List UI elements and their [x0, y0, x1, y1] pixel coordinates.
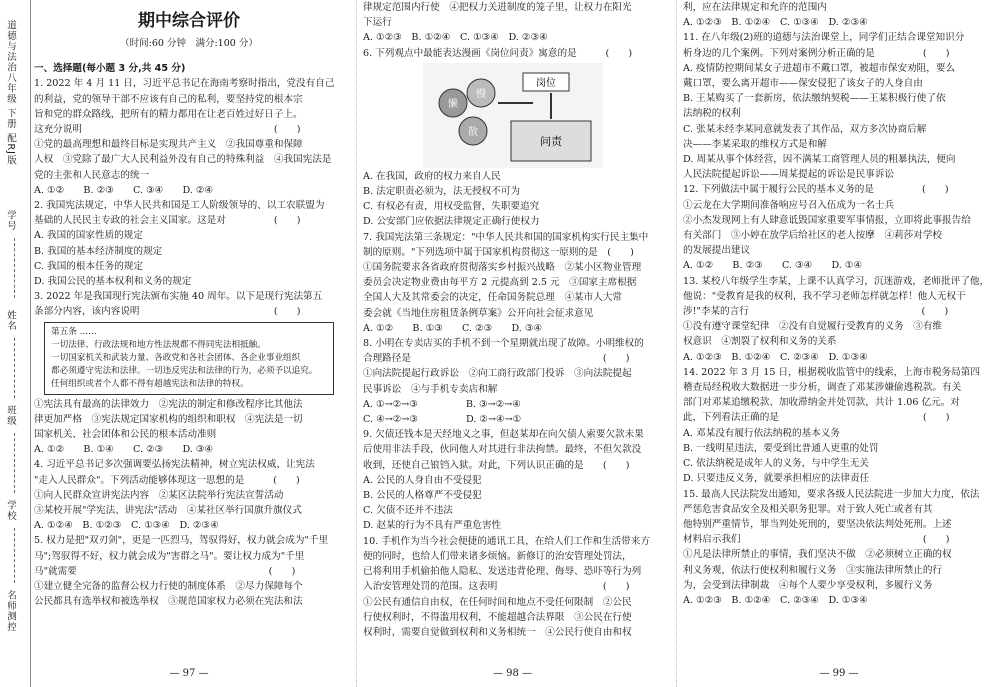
- text-line: 的发展提出建议: [683, 245, 751, 257]
- spine-divider: [14, 238, 15, 298]
- text-line: 律更加严格 ③宪法规定国家机构的组织和职权 ④宪法是一切: [34, 413, 303, 425]
- text-line: 利，应在法律规定和允许的范围内: [683, 2, 827, 13]
- answer-options: A. ①②④ B. ①②③ C. ①③④ D. ②③④: [34, 520, 219, 532]
- text-line: ①云龙在大学期间准备响应号召入伍成为一名士兵: [683, 199, 895, 211]
- text-line: 11. 在八年级(2)班的道德与法治课堂上，同学们正结合课堂知识分: [683, 32, 965, 44]
- text-line: 戴口罩，要么离开超市——保安侵犯了该女子的人身自由: [683, 78, 923, 90]
- text-line: D. 周某从事个体经营，因不满某工商管理人员的粗暴执法，便向: [683, 154, 956, 166]
- text-line: 15. 最高人民法院发出通知，要求各级人民法院进一步加大力度，依法: [683, 488, 980, 500]
- text-line: 5. 权力是把"双刃剑"，更是一匹烈马，驾驭得好，权力就会成为"千里: [34, 535, 329, 547]
- text-line: ①没有遵守课堂纪律 ②没有自觉履行受教育的义务 ③有维: [683, 321, 943, 333]
- text-line: 4. 习近平总书记多次强调要弘扬宪法精神，树立宪法权威，让宪法: [34, 459, 315, 471]
- text-line: 马"就需要 ( ): [34, 565, 296, 577]
- text-line: 的利益，党的领导干部不应该有自己的私利，要坚持党的根本宗: [34, 93, 303, 105]
- text-line: A. 邓某没有履行依法纳税的基本义务: [683, 427, 840, 439]
- exam-subtitle: （时间:60 分钟 满分:100 分）: [120, 38, 258, 49]
- excerpt-line: 第五条 ……: [51, 326, 97, 337]
- page-number: — 97 —: [169, 667, 209, 679]
- text-line: 人权 ③党除了最广大人民利益外没有自己的特殊利益 ④我国宪法是: [34, 154, 332, 166]
- text-line: 析身边的几个案例。下列对案例分析正确的是 ( ): [683, 47, 950, 59]
- binding-spine: [0, 0, 31, 687]
- text-line: 7. 我国宪法第三条规定："中华人民共和国的国家机构实行民主集中: [363, 231, 649, 243]
- text-line: 制的原则。"下列选项中属于国家机构贯彻这一原则的是 ( ): [363, 246, 634, 258]
- text-line: 下运行: [363, 17, 392, 29]
- text-line: 已将利用手机偷拍他人隐私、发送违背伦理、侮辱、恐吓等行为列: [363, 566, 642, 578]
- text-line: ②小杰发现网上有人肆意诋毁国家重要军事情报，立即将此事报告给: [683, 214, 971, 226]
- answer-options: A. ①② B. ②③ C. ③④ D. ①④: [683, 260, 863, 272]
- text-line: 律规定范围内行使 ④把权力关进制度的笼子里，让权力在阳光: [363, 2, 632, 13]
- text-line: 后使用非法手段，伙同他人对其进行非法拘禁。最终，不但欠款没: [363, 444, 642, 456]
- text-line: D. 我国公民的基本权利和义务的规定: [34, 276, 192, 288]
- text-line: 权利时，需要自觉做到权利和义务相统一 ④公民行使自由和权: [363, 626, 632, 638]
- spine-field-name: 姓名: [5, 310, 16, 331]
- page-98: [356, 0, 668, 687]
- text-line: 12. 下列做法中属于履行公民的基本义务的是 ( ): [683, 184, 949, 196]
- text-line: 材料启示我们 ( ): [683, 534, 950, 546]
- answer-options: C. ④→②→③ D. ②→④→①: [363, 414, 522, 426]
- text-line: 利义务观，依法行使权利和履行义务 ③实施法律所禁止的行: [683, 564, 943, 576]
- text-line: 决——李某采取的维权方式是和解: [683, 138, 827, 150]
- spine-field-brand: 名师测控: [5, 590, 16, 632]
- excerpt-line: 都必须遵守宪法和法律。一切违反宪法和法律的行为，必须予以追究。: [51, 365, 318, 376]
- text-line: 旨和党的群众路线，把所有的精力都用在让老百姓过好日子上。: [34, 108, 303, 120]
- spine-divider: [14, 528, 15, 583]
- text-line: 2. 我国宪法规定，中华人民共和国是工人阶级领导的、以工农联盟为: [34, 200, 325, 212]
- text-line: 有关部门 ③小婷在放学后给社区的老人按摩 ④莉莎对学校: [683, 230, 943, 242]
- text-line: 合理路径是 ( ): [363, 353, 630, 365]
- page-97: [34, 0, 344, 687]
- cartoon-desk-text: 问责: [540, 134, 562, 148]
- cartoon-figure-label: 慢: [476, 88, 486, 100]
- cartoon-image: [423, 63, 603, 168]
- text-line: 基础的人民民主专政的社会主义国家。这是对 ( ): [34, 215, 301, 227]
- text-line: 严惩危害食品安全及相关职务犯罪。对于致人死亡或者有其: [683, 503, 933, 515]
- text-line: 这充分说明 ( ): [34, 124, 301, 136]
- text-line: ①党的最高理想和最终目标是实现共产主义 ②我国尊重和保障: [34, 139, 303, 151]
- text-line: D. 只要违反义务，就要承担相应的法律责任: [683, 473, 870, 485]
- text-line: 13. 某校八年级学生李某，上课不认真学习，沉迷游戏，老师批评了他，: [683, 275, 990, 287]
- text-line: ①国务院要求各省政府贯彻落实乡村振兴战略 ②某小区物业管理: [363, 262, 642, 274]
- text-line: 便的同时，也给人们带来诸多烦恼。新修订的治安管理处罚法，: [363, 550, 632, 562]
- text-line: ③某校开展"学宪法、讲宪法"活动 ④某社区举行国旗升旗仪式: [34, 505, 302, 517]
- text-line: 他特别严重情节，罪当判处死刑的，要坚决依法判处死刑。上述: [683, 518, 952, 530]
- text-line: 6. 下列观点中最能表达漫画《岗位问责》寓意的是 ( ): [363, 47, 633, 59]
- text-line: 党的主张和人民意志的统一: [34, 169, 150, 181]
- text-line: C. 依法纳税是成年人的义务，与中学生无关: [683, 458, 869, 470]
- text-line: ①公民有通信自由权，在任何时间和地点不受任何限制 ②公民: [363, 596, 632, 608]
- text-line: ①凡是法律所禁止的事情，我们坚决不做 ②必须树立正确的权: [683, 549, 952, 561]
- text-line: ①向人民群众宣讲宪法内容 ②某区法院举行宪法宣誓活动: [34, 489, 284, 501]
- text-line: 部门对邓某追缴税款、加收滞纳金并处罚款，共计 1.06 亿元。对: [683, 397, 960, 409]
- cartoon-area: [363, 61, 668, 169]
- section-heading: 一、选择题(每小题 3 分,共 45 分): [34, 63, 186, 75]
- answer-options: A. ①② B. ②③ C. ③④ D. ②④: [34, 184, 214, 196]
- text-line: 委员会决定物业费由每平方 2 元提高到 2.5 元 ③国家主席根据: [363, 277, 637, 289]
- text-line: 权意识 ④割裂了权利和义务的关系: [683, 336, 837, 348]
- text-line: 公民都具有选举权和被选举权 ③规范国家权力必须在宪法和法: [34, 596, 303, 608]
- answer-options: A. ①②③ B. ①②④ C. ②③④ D. ①③④: [683, 351, 868, 363]
- text-line: ①建立健全完备的监督公权力行使的制度体系 ②尽力保障每个: [34, 581, 303, 593]
- text-line: B. 王某购买了一套新房，依法缴纳契税——王某积极行使了依: [683, 93, 946, 105]
- text-line: 国家机关、社会团体和公民的根本活动准则: [34, 429, 217, 441]
- text-line: 行使权利时，不得滥用权利，不能超越合法界限 ③公民在行使: [363, 611, 632, 623]
- text-line: A. 公民的人身自由不受侵犯: [363, 474, 482, 486]
- question-block-1-3: [34, 76, 344, 319]
- text-line: C. 我国的根本任务的规定: [34, 260, 144, 272]
- text-line: A. 疫情防控期间某女子进超市不戴口罩，被超市保安劝阻，要么: [683, 62, 956, 74]
- text-line: 条部分内容，该内容说明 ( ): [34, 306, 301, 318]
- text-line: 收到，还使自己锒铛入狱。对此，下列认识正确的是 ( ): [363, 459, 630, 471]
- text-line: 1. 2022 年 4 月 11 日，习近平总书记在海南考察时指出，党没有自己: [34, 78, 335, 90]
- text-line: 稽查局经税收大数据进一步分析，调查了邓某涉嫌偷逃税款。有关: [683, 382, 962, 394]
- exam-title: 期中综合评价: [138, 11, 240, 31]
- answer-options: A. ①②③ B. ①②④ C. ①③④ D. ②③④: [363, 32, 548, 44]
- text-line: "走入人民群众"。下列活动能够体现这一思想的是 ( ): [34, 474, 300, 486]
- excerpt-line: 一切国家机关和武装力量、各政党和各社会团体、各企业事业组织: [51, 352, 301, 363]
- text-line: 全国人大及其常委会的决定，任命国务院总理 ④某市人大常: [363, 292, 623, 304]
- spine-divider: [14, 433, 15, 493]
- question-block-3-5: [34, 397, 344, 610]
- spine-field-school: 学校: [5, 500, 16, 521]
- text-line: 法纳税的权利: [683, 108, 741, 120]
- text-line: 9. 欠债还钱本是天经地义之事，但赵某却在向欠债人索要欠款未果: [363, 429, 644, 441]
- answer-options: A. ①② B. ①④ C. ②③ D. ③④: [34, 444, 214, 456]
- text-line: ①向法院提起行政诉讼 ②向工商行政部门投诉 ③向法院提起: [363, 368, 632, 380]
- text-line: C. 张某未经李某同意就发表了其作品，双方多次协商后解: [683, 123, 927, 135]
- spine-field-student-number: 学号: [5, 210, 16, 231]
- page-number: — 98 —: [492, 667, 533, 679]
- text-line: 民事诉讼 ④与手机专卖店和解: [363, 383, 498, 395]
- answer-options: A. ①→②→③ B. ③→②→④: [363, 398, 521, 410]
- text-line: 14. 2022 年 3 月 15 日，根据税收监管中的线索，上海市税务局第四: [683, 366, 980, 378]
- text-line: A. 我国的国家性质的规定: [34, 230, 143, 242]
- answer-options: A. ①② B. ①③ C. ②③ D. ③④: [363, 322, 543, 334]
- text-line: B. 一线明星违法，要受到比普通人更重的处罚: [683, 442, 879, 454]
- text-line: C. 欠债不还并不违法: [363, 505, 453, 517]
- excerpt-line: 任何组织或者个人都不得有超越宪法和法律的特权。: [51, 378, 249, 389]
- text-line: ①宪法具有最高的法律效力 ②宪法的制定和修改程序比其他法: [34, 398, 303, 410]
- constitution-excerpt-box: [44, 322, 334, 395]
- text-line: C. 有权必有责，用权受监督，失职要追究: [363, 201, 540, 213]
- text-line: A. 在我国，政府的权力来自人民: [363, 170, 501, 182]
- text-line: B. 我国的基本经济制度的规定: [34, 245, 163, 257]
- answer-options: A. ①②③ B. ①②④ C. ①③④ D. ②③④: [683, 17, 868, 29]
- excerpt-line: 一切法律、行政法规和地方性法规都不得同宪法相抵触。: [51, 339, 266, 350]
- text-line: 为，会受到法律制裁 ④每个人要少享受权利，多履行义务: [683, 579, 933, 591]
- text-line: 10. 手机作为当今社会便捷的通讯工具，在给人们工作和生活带来方: [363, 535, 650, 547]
- text-line: 入治安管理处罚的范围。这表明 ( ): [363, 581, 630, 593]
- text-line: 8. 小明在专卖店买的手机不到一个星期就出现了故障。小明维权的: [363, 338, 644, 350]
- text-line: D. 公安部门应依据法律规定正确行使权力: [363, 216, 540, 228]
- spine-field-class: 班级: [5, 405, 16, 426]
- answer-options: A. ①②③ B. ①②④ C. ②③④ D. ①③④: [683, 594, 868, 606]
- text-line: 马";驾驭得不好，权力就会成为"害群之马"。要让权力成为"千里: [34, 550, 305, 562]
- text-line: 3. 2022 年是我国现行宪法颁布实施 40 周年。以下是现行宪法第五: [34, 291, 323, 303]
- spine-header: 道德与法治八年级 下册 配RJ版: [5, 20, 16, 166]
- text-line: B. 公民的人格尊严不受侵犯: [363, 490, 482, 502]
- cartoon-sign-text: 岗位: [536, 77, 556, 89]
- text-line: 人民法院提起诉讼——周某提起的诉讼是民事诉讼: [683, 169, 895, 181]
- spine-divider: [14, 338, 15, 398]
- page-99: [676, 0, 1000, 687]
- page-number: — 99 —: [819, 667, 859, 679]
- text-line: 涉!"李某的言行 ( ): [683, 306, 949, 318]
- text-line: D. 赵某的行为不具有严重危害性: [363, 520, 502, 532]
- text-line: 他说："受教育是我的权利，我不学习老师怎样就怎样！他人无权干: [683, 290, 966, 302]
- text-line: B. 法定职责必须为，法无授权不可为: [363, 186, 521, 198]
- cartoon-figure-label: 散: [468, 126, 478, 138]
- text-line: 委会就《当地住房租赁条例草案》公开向社会征求意见: [363, 307, 594, 319]
- text-line: 此，下列看法正确的是 ( ): [683, 412, 950, 424]
- cartoon-figure-label: 懒: [448, 98, 458, 110]
